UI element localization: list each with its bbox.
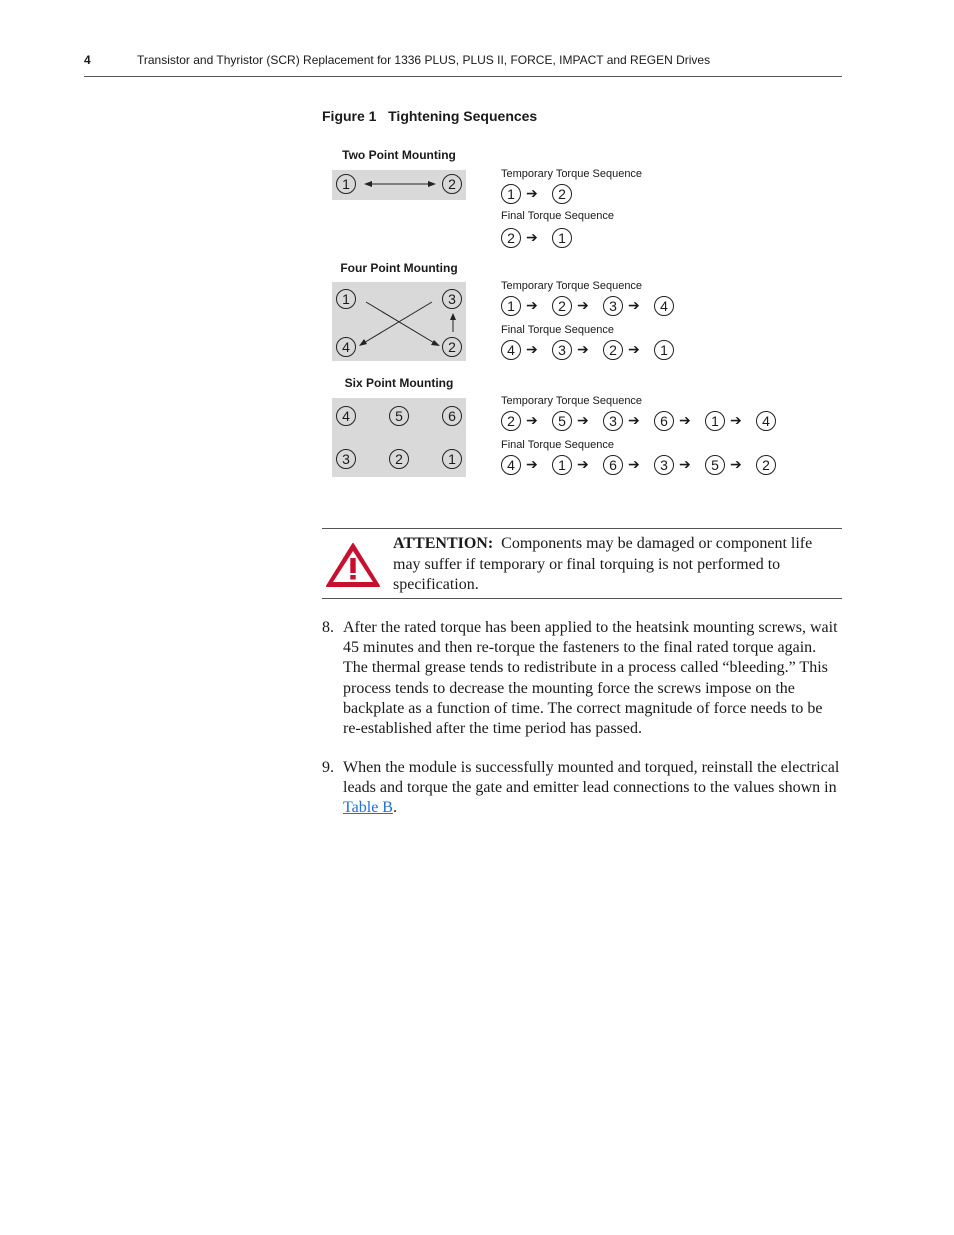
page-number: 4 — [84, 53, 91, 67]
figure-caption: Figure 1 Tightening Sequences — [322, 108, 538, 124]
sequence-step: 1 — [654, 340, 674, 360]
warning-triangle-icon — [325, 542, 381, 588]
sequence-step: 2 — [603, 340, 623, 360]
sequence-step: 3 — [603, 411, 623, 431]
step-number: 8. — [322, 619, 334, 636]
arrow-right-icon: ➔ — [577, 456, 589, 472]
arrow-right-icon: ➔ — [577, 341, 589, 357]
arrow-right-icon: ➔ — [679, 456, 691, 472]
arrow-right-icon: ➔ — [526, 341, 538, 357]
position-circle: 5 — [389, 406, 409, 426]
arrow-right-icon: ➔ — [730, 456, 742, 472]
four-point-diagram — [332, 282, 466, 361]
position-circle: 4 — [336, 406, 356, 426]
sequence-step: 2 — [501, 228, 521, 248]
attention-message — [393, 534, 841, 596]
sequence-step: 4 — [501, 455, 521, 475]
arrow-right-icon: ➔ — [628, 412, 640, 428]
sequence-step: 3 — [552, 340, 572, 360]
sequence-step: 5 — [552, 411, 572, 431]
sequence-step: 2 — [756, 455, 776, 475]
sequence-step: 2 — [552, 296, 572, 316]
running-header-title: Transistor and Thyristor (SCR) Replacement for 1336 PLUS, PLUS II, FORCE, IMPACT and REGEN Drives — [137, 53, 711, 67]
header-rule — [84, 76, 842, 77]
sequence-step: 4 — [654, 296, 674, 316]
arrow-right-icon: ➔ — [628, 297, 640, 313]
four-point-label: Four Point Mounting — [340, 261, 458, 275]
double-arrow-icon — [332, 170, 466, 200]
attention-text: Components may be damaged or component life may suffer if temporary or final torquing is not performed to specification. — [393, 535, 813, 593]
four-point-temporary-label: Temporary Torque Sequence — [501, 280, 643, 292]
table-b-link[interactable]: Table B — [343, 799, 393, 817]
attention-bottom-rule — [322, 598, 842, 599]
arrow-right-icon: ➔ — [679, 412, 691, 428]
arrow-right-icon: ➔ — [526, 229, 538, 245]
position-circle: 2 — [442, 174, 462, 194]
two-point-diagram — [332, 170, 466, 200]
position-circle: 4 — [336, 337, 356, 357]
position-circle: 1 — [336, 289, 356, 309]
step-text-after: . — [392, 799, 397, 817]
sequence-step: 3 — [603, 296, 623, 316]
arrow-right-icon: ➔ — [730, 412, 742, 428]
six-point-label: Six Point Mounting — [344, 376, 454, 390]
attention-heading: ATTENTION: — [393, 535, 494, 552]
sequence-step: 4 — [756, 411, 776, 431]
step-text-before: When the module is successfully mounted and torqued, reinstall the electrical leads and torque the gate and emitter lead connections to the values shown in — [343, 759, 840, 797]
position-circle: 3 — [336, 449, 356, 469]
step-text: After the rated torque has been applied to the heatsink mounting screws, wait 45 minutes and then re-torque the fasteners to the final rated torque again. The thermal grease tends to redistribute in a process called “bleeding.” This process tends to decrease the mounting force the screws impose on the backplate as a function of time. The correct magnitude of force needs to be re-established after the time period has passed. — [343, 619, 838, 738]
arrow-right-icon: ➔ — [526, 185, 538, 201]
sequence-step: 4 — [501, 340, 521, 360]
sequence-step: 2 — [501, 411, 521, 431]
arrow-right-icon: ➔ — [628, 341, 640, 357]
step-number: 9. — [322, 759, 334, 776]
sequence-step: 2 — [552, 184, 572, 204]
arrow-right-icon: ➔ — [628, 456, 640, 472]
sequence-step: 1 — [552, 455, 572, 475]
arrow-right-icon: ➔ — [526, 297, 538, 313]
six-point-diagram — [332, 398, 466, 477]
position-circle: 2 — [389, 449, 409, 469]
position-circle: 1 — [442, 449, 462, 469]
sequence-step: 1 — [552, 228, 572, 248]
position-circle: 1 — [336, 174, 356, 194]
sequence-step: 6 — [603, 455, 623, 475]
six-point-final-label: Final Torque Sequence — [501, 439, 614, 451]
sequence-step: 5 — [705, 455, 725, 475]
arrow-right-icon: ➔ — [577, 297, 589, 313]
two-point-final-label: Final Torque Sequence — [501, 210, 614, 222]
position-circle: 2 — [442, 337, 462, 357]
position-circle: 3 — [442, 289, 462, 309]
arrow-right-icon: ➔ — [577, 412, 589, 428]
six-point-temporary-label: Temporary Torque Sequence — [501, 395, 643, 407]
arrow-right-icon: ➔ — [526, 456, 538, 472]
position-circle: 6 — [442, 406, 462, 426]
four-point-final-label: Final Torque Sequence — [501, 324, 614, 336]
arrow-right-icon: ➔ — [526, 412, 538, 428]
sequence-step: 6 — [654, 411, 674, 431]
two-point-label: Two Point Mounting — [342, 148, 456, 162]
sequence-step: 1 — [501, 296, 521, 316]
sequence-step: 3 — [654, 455, 674, 475]
sequence-step: 1 — [705, 411, 725, 431]
step-text — [343, 758, 841, 819]
attention-top-rule — [322, 528, 842, 529]
sequence-step: 1 — [501, 184, 521, 204]
two-point-temporary-label: Temporary Torque Sequence — [501, 168, 643, 180]
